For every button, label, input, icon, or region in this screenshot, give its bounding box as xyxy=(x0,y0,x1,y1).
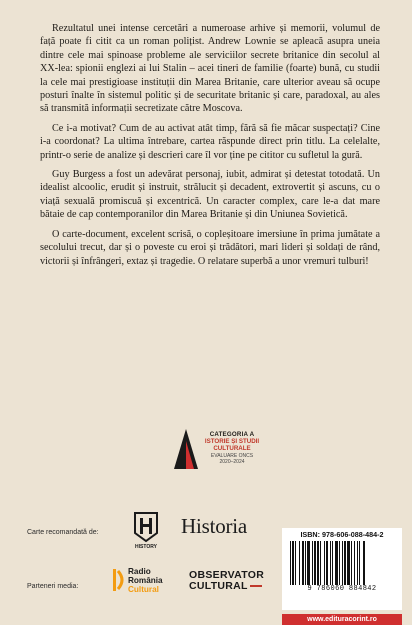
radio-line-2: România xyxy=(128,576,163,585)
barcode-bar xyxy=(307,541,310,585)
publisher-website[interactable]: www.edituracorint.ro xyxy=(282,614,402,625)
barcode-bar xyxy=(359,541,360,585)
media-partners-label: Parteneri media: xyxy=(27,583,79,590)
barcode-bar xyxy=(347,541,350,585)
badge-years: 2020–2024 xyxy=(219,459,245,465)
barcode-bar xyxy=(290,541,291,585)
badge-evaluation: EVALUARE ONCS xyxy=(210,453,254,459)
barcode-bar xyxy=(317,541,319,585)
barcode-bar xyxy=(357,541,358,585)
barcode-bar xyxy=(292,541,294,585)
barcode-bar xyxy=(324,541,325,585)
barcode-bar xyxy=(351,541,352,585)
radio-line-1: Radio xyxy=(128,567,151,576)
badge-domain: ISTORIE ȘI STUDII CULTURALE xyxy=(204,438,260,452)
barcode-bar xyxy=(363,541,365,585)
barcode-bar xyxy=(302,541,304,585)
barcode-bar xyxy=(320,541,321,585)
isbn-label: ISBN: 978-606-088-484-2 xyxy=(300,530,384,539)
barcode-bar xyxy=(305,541,306,585)
barcode-bar xyxy=(344,541,346,585)
barcode-bar xyxy=(339,541,340,585)
recommended-label: Carte recomandată de: xyxy=(27,529,99,536)
history-channel-logo xyxy=(133,511,159,549)
historia-logo: Historia xyxy=(181,514,248,538)
barcode-bar xyxy=(312,541,313,585)
radio-line-3: Cultural xyxy=(128,585,159,594)
barcode-bar xyxy=(314,541,316,585)
blurb-paragraph-1: Rezultatul unei intense cercetări a numeroase arhive și memorii, volumul de față poate fi citit ca un roman polițist. Andrew Lownie se apleacă asupra uneia dintre cele mai spinoase probleme ale serviciilor secrete britanice din secolul al XX-lea: spionii englezi ai lui Stalin – acei tineri de familie (foarte) bună, cu studii la cele mai prestigioase instituții din Marea Britanie, care ulterior aveau să ocupe posturi înalte în sistemul politic și de securitate britanic și care, paradoxal, au ales să transmită informații secretizate către Moscova. xyxy=(40,23,380,115)
radio-romania-cultural-text xyxy=(128,567,163,594)
history-logo-icon xyxy=(133,511,159,549)
blurb-text xyxy=(40,22,380,274)
barcode-bar xyxy=(342,541,343,585)
barcode-bar xyxy=(295,541,296,585)
barcode-bar xyxy=(332,541,333,585)
category-badge-text xyxy=(192,431,272,465)
observator-cultural-logo xyxy=(189,570,264,592)
barcode-bar xyxy=(326,541,328,585)
isbn-barcode-box xyxy=(282,528,402,610)
barcode-bar xyxy=(330,541,331,585)
radio-wave-icon xyxy=(112,565,128,595)
observator-line-2-wrap xyxy=(189,581,264,592)
barcode-bar xyxy=(299,541,300,585)
observator-underline-icon xyxy=(250,585,262,587)
observator-line-2: CULTURAL xyxy=(189,580,248,592)
barcode-digits: 9 786060 884842 xyxy=(307,585,377,593)
blurb-paragraph-2: Ce i-a motivat? Cum de au activat atât timp, fără să fie măcar suspectați? Cine i-a coordonat? La ultima întrebare, cartea răspunde direct prin titlu. La celelalte, printr-o serie de analize și descrieri care îl vor ține pe cititor cu sufletul la gură. xyxy=(40,122,380,161)
blurb-paragraph-4: O carte-document, excelent scrisă, o copleșitoare imersiune în prima jumătate a secolului trecut, dar și o poveste cu eroi și trădători, mari lideri și soldați de rând, victorii și înfrângeri, extaz și tragedie. O relatare superbă a unor vremuri tulburi! xyxy=(40,228,380,267)
blurb-paragraph-3: Guy Burgess a fost un adevărat personaj, iubit, admirat și detestat totodată. Un idealist alcoolic, erudit și instruit, strălucit și decadent, extrovertit și ascuns, cu o viață sexuală promiscuă și excentrică. Un caracter complex, care le-a dat mare bătaie de cap contemporanilor din Marea Britanie și din Uniunea Sovietică. xyxy=(40,169,380,221)
observator-line-1: OBSERVATOR xyxy=(189,569,265,581)
badge-category: CATEGORIA A xyxy=(209,431,255,438)
barcode-bar xyxy=(354,541,355,585)
barcode-bar xyxy=(335,541,338,585)
barcode-icon xyxy=(290,541,394,585)
history-caption: HISTORY xyxy=(135,544,157,549)
